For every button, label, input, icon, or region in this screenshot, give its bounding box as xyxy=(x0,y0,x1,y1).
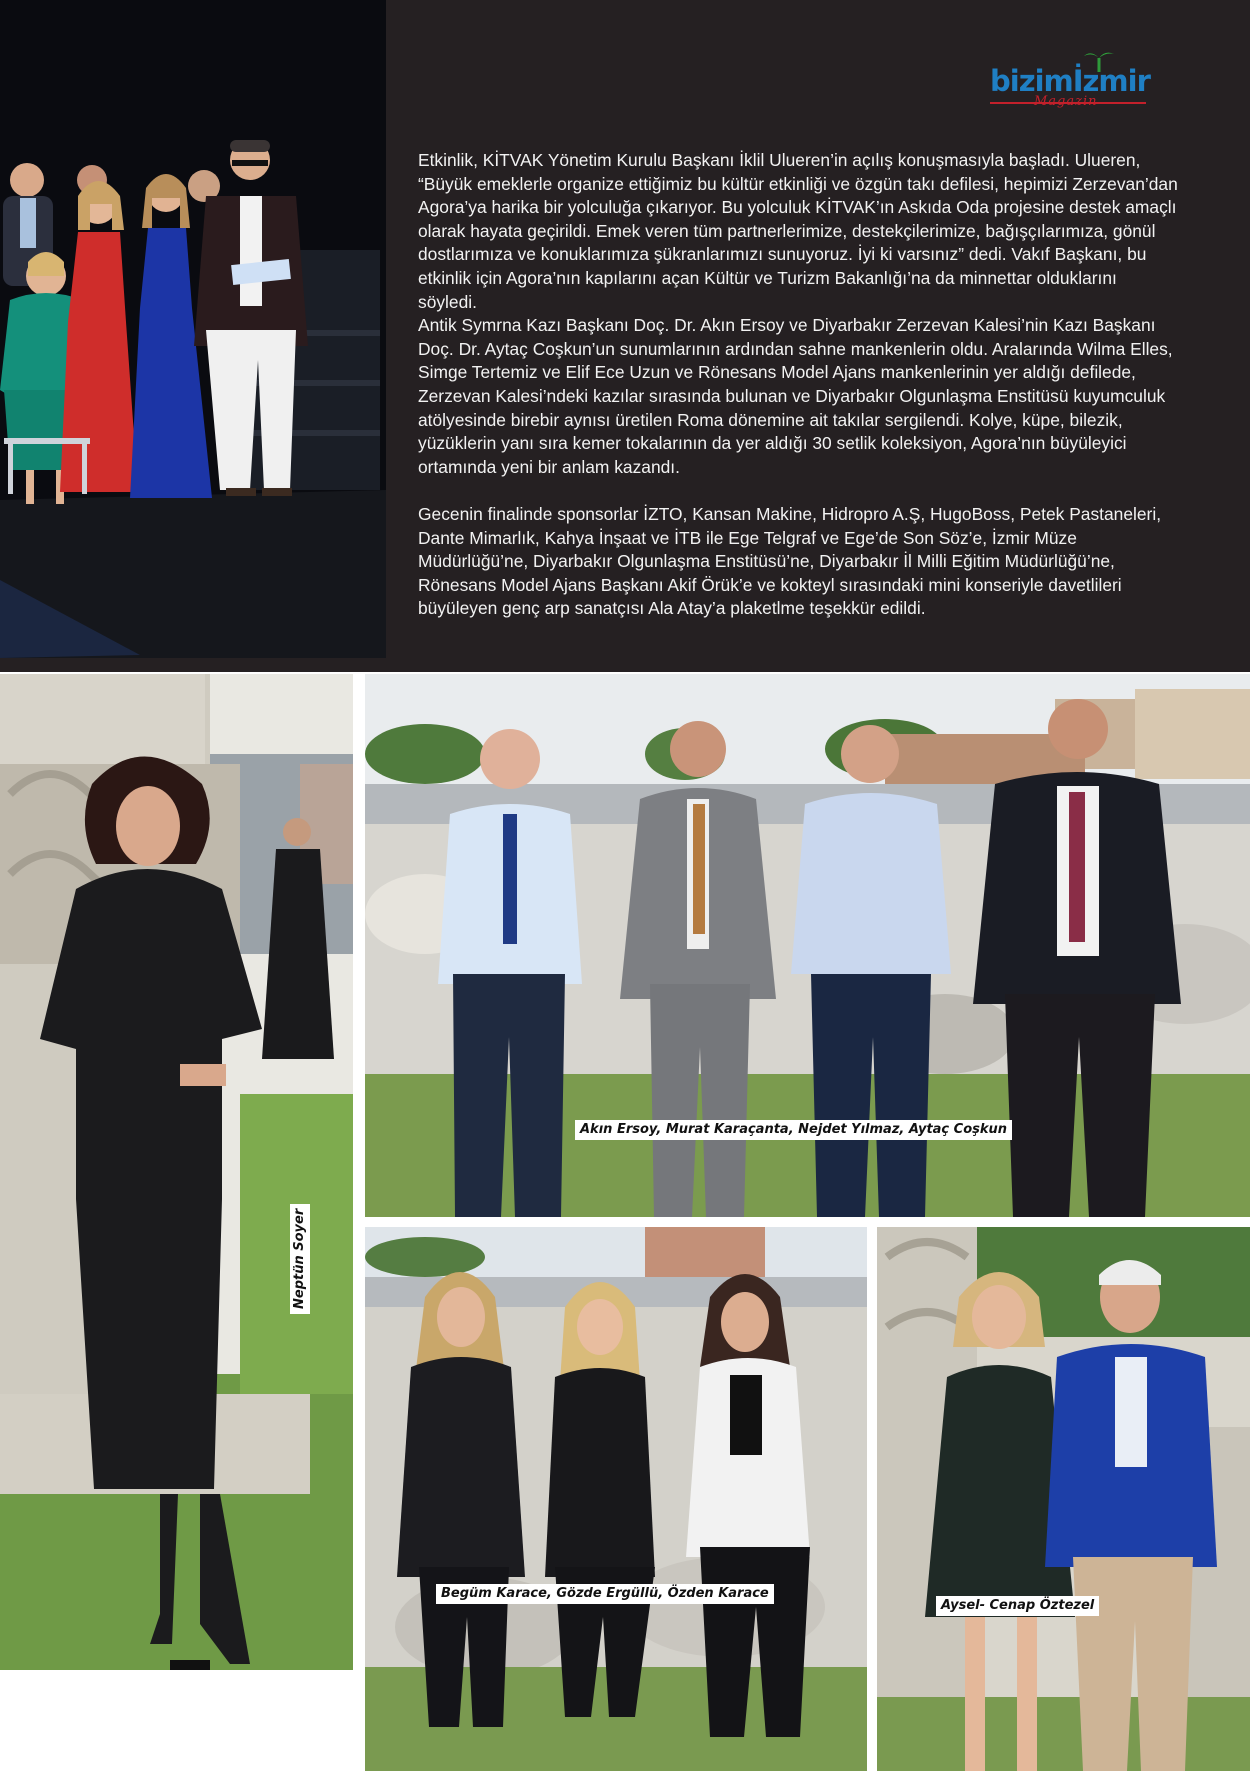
caption-couple: Aysel- Cenap Öztezel xyxy=(936,1596,1099,1616)
photo-four-men xyxy=(365,674,1250,1217)
neptun-soyer-illustration xyxy=(0,674,353,1670)
caption-four-men: Akın Ersoy, Murat Karaçanta, Nejdet Yılmaz, Aytaç Coşkun xyxy=(575,1120,1012,1140)
article-paragraph-3: Gecenin finalinde sponsorlar İZTO, Kansan Makine, Hidropro A.Ş, HugoBoss, Petek Pastaneleri, Dante Mimarlık, Kahya İnşaat ve İTB ile Ege Telgraf ve Ege’de Son Söz’e, İzmir Müze Müdürlüğü’ne, Diyarbakır Olgunlaşma Enstitüsü’ne, Diyarbakır İl Milli Eğitim Müdürlüğü’ne, Rönesans Model Ajans Başkanı Akif Örük’e ve kokteyl sırasındaki mini konseriyle davetlileri büyüleyen genç arp sanatçısı Ala Atay’a plaketlme teşekkür edildi. xyxy=(418,503,1162,619)
photo-neptun-soyer xyxy=(0,674,353,1670)
photo-couple xyxy=(877,1227,1250,1771)
article-paragraph-2: Antik Symrna Kazı Başkanı Doç. Dr. Akın Ersoy ve Diyarbakır Zerzevan Kalesi’nin Kazı Başkanı Doç. Dr. Aytaç Coşkun’un sunumlarının ardından sahne mankenlerin oldu. Aralarında Wilma Elles, Simge Tertemiz ve Elif Ece Uzun ve Rönesans Model Ajans mankenlerinin yer aldığı defilede, Zerzevan Kalesi’ndeki kazılar sırasında bulunan ve Diyarbakır Olgunlaşma Enstitüsü kuyumculuk atölyesinde birebir aynısı üretilen Roma dönemine ait takılar sergilendi. Kolye, küpe, bilezik, yüzüklerin yanı sıra kemer tokalarının da yer aldığı 30 setlik koleksiyon, Agora’nın büyüleyici ortamında yeni bir anlam kazandı. xyxy=(418,315,1173,477)
logo-wordmark-izmir: İzmir xyxy=(1072,64,1150,98)
bizimizmir-logo xyxy=(990,58,1150,114)
couple-illustration xyxy=(877,1227,1250,1771)
three-women-illustration xyxy=(365,1227,867,1771)
logo-tagline: Magazin xyxy=(1034,94,1098,109)
photo-three-women xyxy=(365,1227,867,1771)
logo-wordmark-bizim: bizim xyxy=(990,64,1073,98)
stage-group-illustration xyxy=(0,0,386,658)
logo-wordmark xyxy=(990,64,1150,98)
caption-three-women: Begüm Karace, Gözde Ergüllü, Özden Karace xyxy=(436,1584,774,1604)
article-body xyxy=(418,149,1178,621)
article-paragraph-1: Etkinlik, KİTVAK Yönetim Kurulu Başkanı İklil Ulueren’in açılış konuşmasıyla başladı. Ulueren, “Büyük emeklerle organize ettiğimiz bu kültür etkinliği ve özgün takı defilesi, hepimizi Zerzevan’dan Agora’ya harika bir yolculuğa çıkarıyor. Bu yolculuk KİTVAK’ın Askıda Oda projesine destek amaçlı olarak hayata geçirildi. Emek veren tüm partnerlerimize, destekçilerimize, bağışçılarımıza, gönül dostlarımıza ve konuklarımıza şükranlarımızı sunuyoruz. İyi ki varsınız” dedi. Vakıf Başkanı, bu etkinlik için Agora’nın kapılarını açan Kültür ve Turizm Bakanlığı’na da minnettar olduklarını söyledi. xyxy=(418,150,1178,312)
stage-group-photo xyxy=(0,0,386,658)
caption-neptun-soyer: Neptün Soyer xyxy=(290,1204,310,1314)
